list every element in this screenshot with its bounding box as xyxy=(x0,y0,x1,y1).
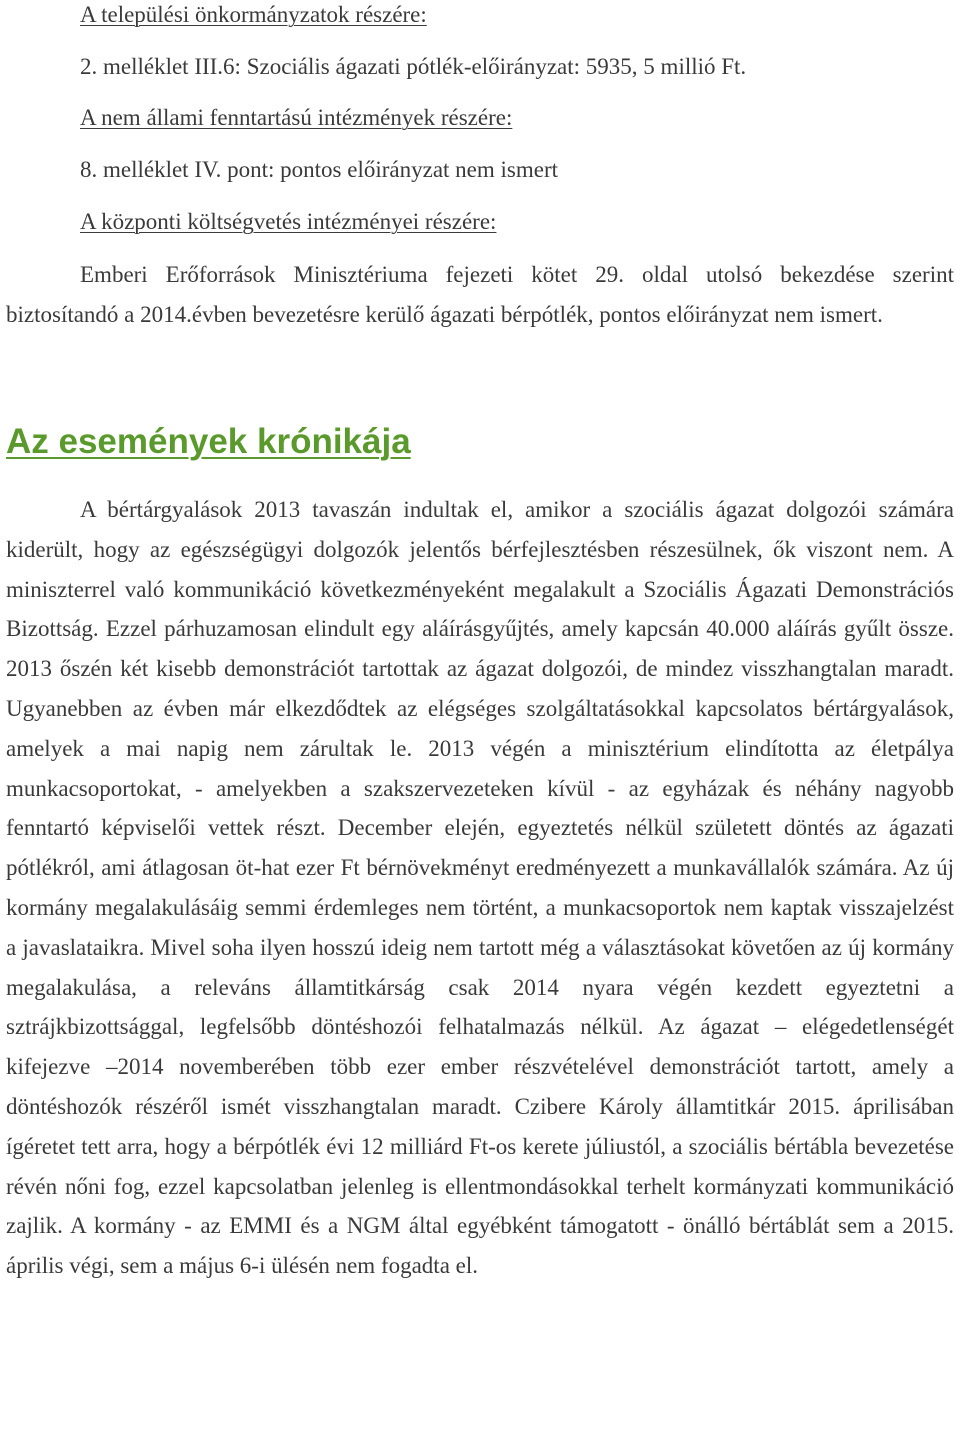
intro-line-central-budget: A központi költségvetés intézményei részére: xyxy=(80,209,497,234)
intro-line-annex-8: 8. melléklet IV. pont: pontos előirányzat nem ismert xyxy=(80,157,559,182)
intro-line-non-state-institutions: A nem állami fenntartású intézmények részére: xyxy=(80,105,513,130)
intro-line-local-governments: A települési önkormányzatok részére: xyxy=(80,2,427,27)
chronicle-paragraph: A bértárgyalások 2013 tavaszán indultak el, amikor a szociális ágazat dolgozói számára kiderült, hogy az egészségügyi dolgozók jelentős bérfejlesztésben részesülnek, ők viszont nem. A miniszterrel való kommunikáció következményeként megalakult a Szociális Ágazati Demonstrációs Bizottság. Ezzel párhuzamosan elindult egy aláírásgyűjtés, amely kapcsán 40.000 aláírás gyűlt össze. 2013 őszén két kisebb demonstrációt tartottak az ágazat dolgozói, de mindez visszhangtalan maradt. Ugyanebben az évben már elkezdődtek az elégséges szolgáltatásokkal kapcsolatos bértárgyalások, amelyek a mai napig nem zárultak le. 2013 végén a minisztérium elindította az életpálya munkacsoportokat, - amelyekben a szakszervezeteken kívül - az egyházak és néhány nagyobb fenntartó képviselői vettek részt. December elején, egyeztetés nélkül született döntés az ágazati pótlékról, ami átlagosan öt-hat ezer Ft bérnövekményt eredményezett a munkavállalók számára. Az új kormány megalakulásáig semmi érdemleges nem történt, a munkacsoportok nem kaptak visszajelzést a javaslataikra. Mivel soha ilyen hosszú ideig nem tartott még a választásokat követően az új kormány megalakulása, a releváns államtitkárság csak 2014 nyara végén kezdett egyeztetni a sztrájkbizottsággal, legfelsőbb döntéshozói felhatalmazás nélkül. Az ágazat – elégedetlenségét kifejezve –2014 novemberében több ezer ember részvételével demonstrációt tartott, amely a döntéshozók részéről ismét visszhangtalan maradt. Czibere Károly államtitkár 2015. áprilisában ígéretet tett arra, hogy a bérpótlék évi 12 milliárd Ft-os kerete júliustól, a szociális bértábla bevezetése révén nőni fog, ezzel kapcsolatban jelenleg is ellentmondásokkal terhelt kormányzati kommunikáció zajlik. A kormány - az EMMI és a NGM által egyébként támogatott - önálló bértáblát sem a 2015. április végi, sem a május 6-i ülésén nem fogadta el. xyxy=(6,497,954,1279)
emmi-paragraph: Emberi Erőforrások Minisztériuma fejezeti kötet 29. oldal utolsó bekezdése szerint biztosítandó a 2014.évben bevezetésre kerülő ágazati bérpótlék, pontos előirányzat nem ismert. xyxy=(6,262,954,327)
section-heading: Az események krónikája xyxy=(6,422,411,461)
intro-line-annex-2: 2. melléklet III.6: Szociális ágazati pótlék-előirányzat: 5935, 5 millió Ft. xyxy=(80,54,747,79)
